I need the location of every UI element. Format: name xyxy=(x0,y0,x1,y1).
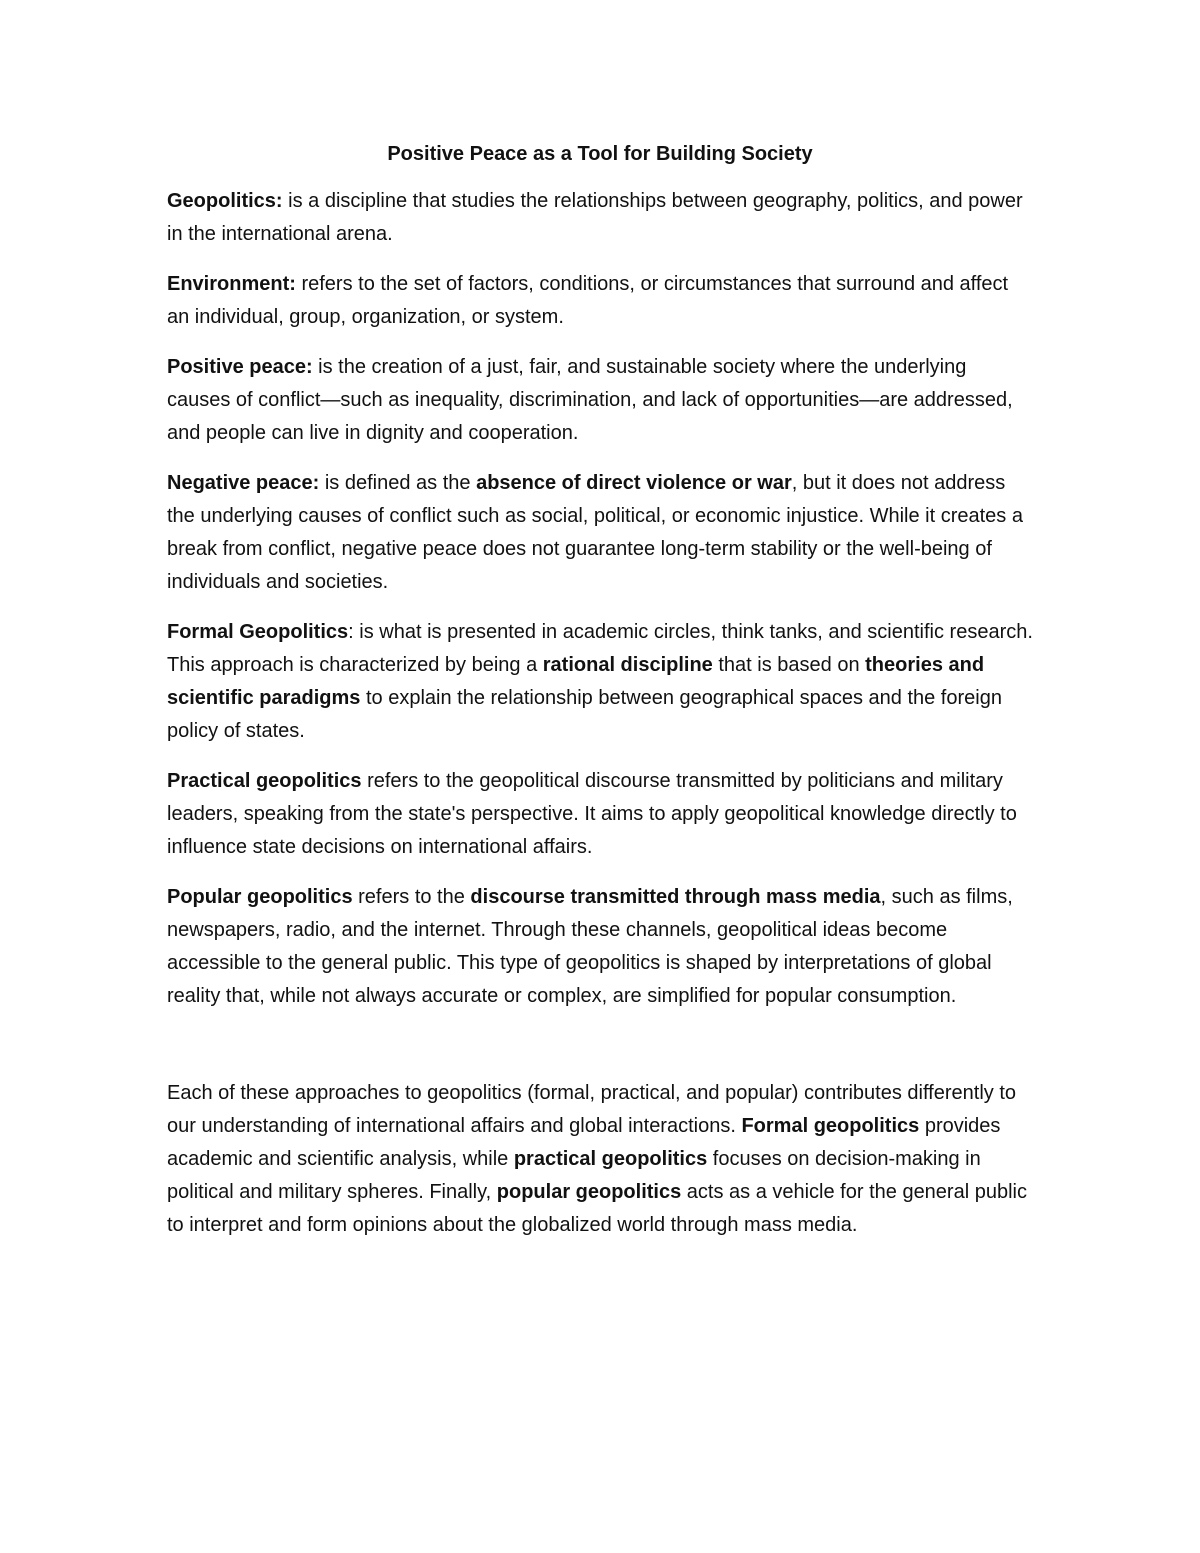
definition-text: refers to the xyxy=(352,886,471,908)
emphasis-text: absence of direct violence or war xyxy=(476,472,792,494)
emphasis-text: rational discipline xyxy=(542,654,713,676)
term-geopolitics: Geopolitics: xyxy=(167,190,283,212)
definition-text: is a discipline that studies the relationships between geography, politics, and power in the international arena. xyxy=(167,190,1023,245)
paragraph-negative-peace xyxy=(167,467,1033,599)
paragraph-formal-geopolitics xyxy=(167,616,1033,748)
definition-text: refers to the set of factors, conditions, or circumstances that surround and affect an individual, group, organization, or system. xyxy=(167,273,1009,328)
paragraph-positive-peace xyxy=(167,351,1033,450)
emphasis-text: discourse transmitted through mass media xyxy=(470,886,881,908)
emphasis-text: Formal geopolitics xyxy=(741,1115,920,1137)
definition-text: refers to the geopolitical discourse transmitted by politicians and military leaders, speaking from the state's perspective. It aims to apply geopolitical knowledge directly to influence state decisions on international affairs. xyxy=(167,770,1017,858)
term-positive-peace: Positive peace: xyxy=(167,356,313,378)
paragraph-popular-geopolitics xyxy=(167,881,1033,1013)
summary-text: Each of these approaches to geopolitics (formal, practical, and popular) contributes differently to our understanding of international affairs and global interactions. xyxy=(167,1082,1016,1137)
term-popular-geopolitics: Popular geopolitics xyxy=(167,886,353,908)
definition-text: , such as films, newspapers, radio, and the internet. Through these channels, geopolitical ideas become accessible to the general public. This type of geopolitics is shaped by interpretations of global reality that, while not always accurate or complex, are simplified for popular consumption. xyxy=(167,886,1013,1007)
emphasis-text: practical geopolitics xyxy=(513,1148,708,1170)
term-environment: Environment: xyxy=(167,273,296,295)
summary-text: focuses on decision-making in political and military spheres. Finally, xyxy=(167,1148,981,1203)
summary-text: acts as a vehicle for the general public to interpret and form opinions about the globalized world through mass media. xyxy=(167,1181,1027,1236)
emphasis-text: popular geopolitics xyxy=(496,1181,682,1203)
paragraph-environment xyxy=(167,268,1033,334)
definition-text: , but it does not address the underlying causes of conflict such as social, political, or economic injustice. While it creates a break from conflict, negative peace does not guarantee long-term stability or the well-being of individuals and societies. xyxy=(167,472,1023,593)
document-body xyxy=(167,140,1033,1259)
emphasis-text: theories and scientific paradigms xyxy=(167,654,985,709)
definition-text: that is based on xyxy=(712,654,866,676)
document-title: Positive Peace as a Tool for Building Society xyxy=(387,143,813,165)
paragraph-summary xyxy=(167,1077,1033,1242)
term-formal-geopolitics: Formal Geopolitics xyxy=(167,621,349,643)
definition-text: to explain the relationship between geographical spaces and the foreign policy of states. xyxy=(167,687,1002,742)
term-negative-peace: Negative peace: xyxy=(167,472,320,494)
paragraph-practical-geopolitics xyxy=(167,765,1033,864)
definition-text: is the creation of a just, fair, and sustainable society where the underlying causes of conflict—such as inequality, discrimination, and lack of opportunities—are addressed, and people can live in dignity and cooperation. xyxy=(167,356,1013,444)
definition-text: is defined as the xyxy=(319,472,477,494)
term-practical-geopolitics: Practical geopolitics xyxy=(167,770,362,792)
definition-text: : is what is presented in academic circles, think tanks, and scientific research. This approach is characterized by being a xyxy=(167,621,1033,676)
summary-text: provides academic and scientific analysis, while xyxy=(167,1115,1001,1170)
paragraph-geopolitics xyxy=(167,185,1033,251)
